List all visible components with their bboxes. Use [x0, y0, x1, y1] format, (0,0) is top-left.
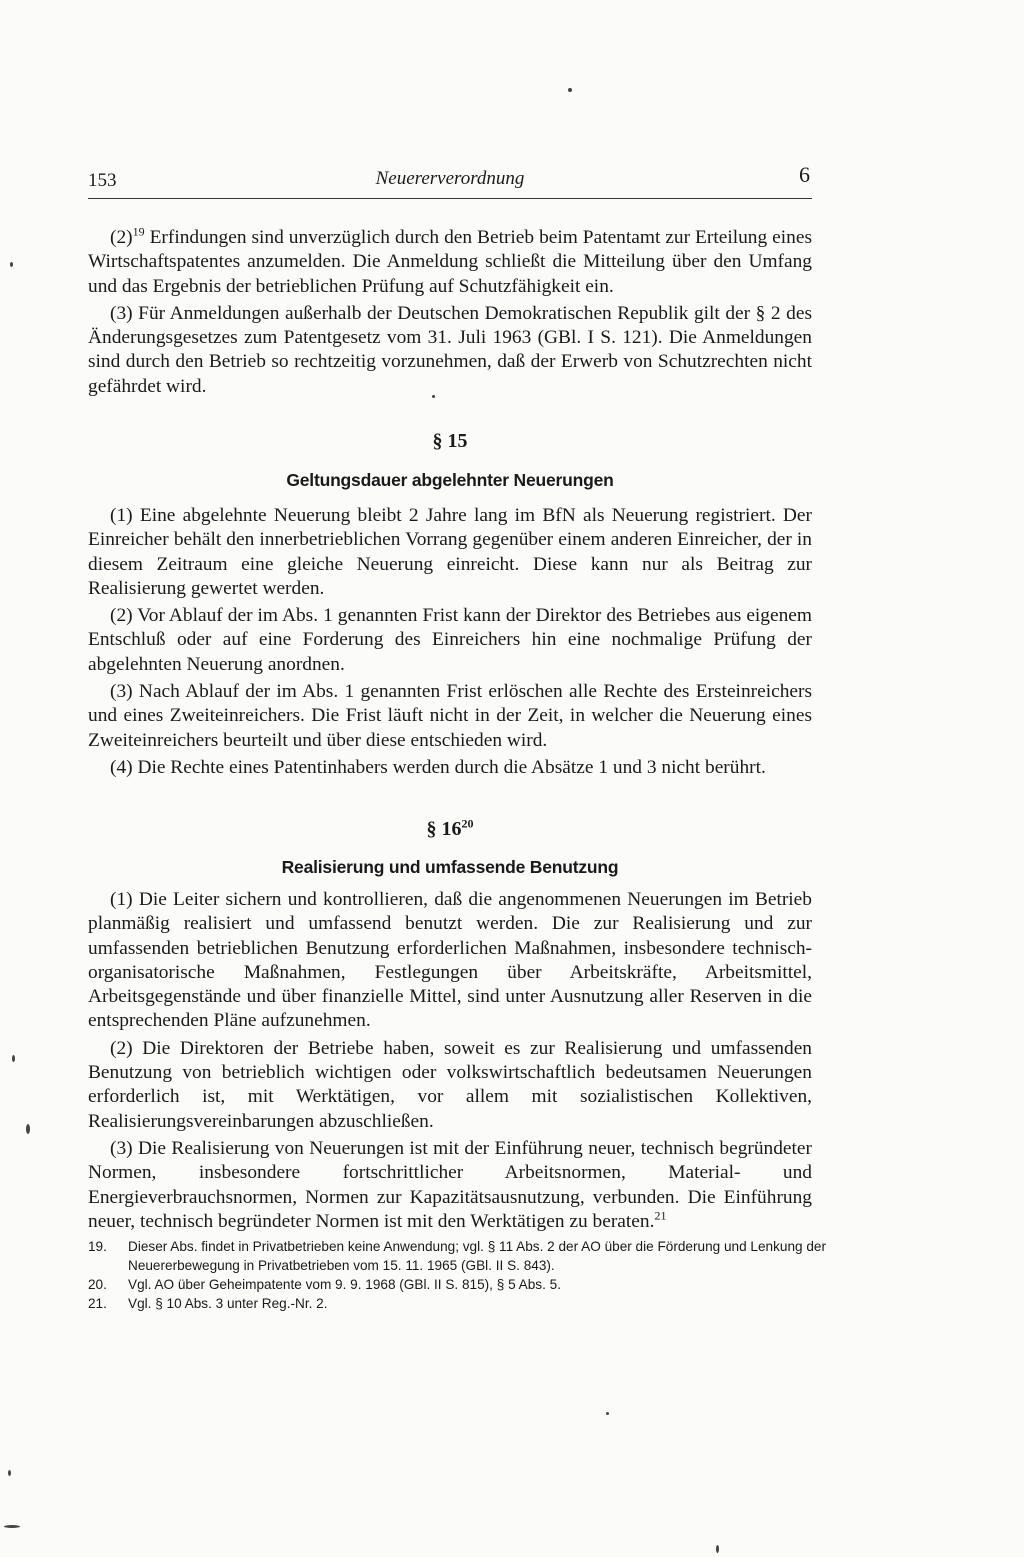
- footnote-ref-20[interactable]: 20: [461, 816, 474, 831]
- page-number: 153: [88, 170, 117, 191]
- footnote-number: 19.: [88, 1239, 107, 1254]
- paragraph-marker: (2): [110, 227, 133, 248]
- footnote-19: [88, 1237, 828, 1275]
- paragraph-16-1: (1) Die Leiter sichern und kontrollieren, daß die angenommenen Neuerungen im Betrieb planmäßig realisiert und umfassend benutzt werden. Die zur Realisierung und zur umfassenden betrieblichen Benutzung erforderlichen Maßnahmen, insbesondere technisch-organisatorische Maßnahmen, Festlegungen über Arbeitskräfte, Arbeitsmittel, Arbeitsgegenstände und über finanzielle Mittel, sind unter Ausnutzung aller Reserven in die entsprechenden Pläne aufzunehmen.: [88, 889, 812, 1032]
- paragraph-16-2: (2) Die Direktoren der Betriebe haben, soweit es zur Realisierung und umfassenden Benutzung von betrieblich wichtigen oder volkswirtschaftlich bedeutsamen Neuerungen erforderlich ist, mit Werktätigen, vor allem mit sozialistischen Kollektiven, Realisierungsvereinbarungen abzuschließen.: [88, 1037, 812, 1132]
- paragraph-16-3: [88, 1137, 812, 1234]
- footnote-text: Vgl. AO über Geheimpatente vom 9. 9. 1968 (GBl. II S. 815), § 5 Abs. 5.: [128, 1277, 561, 1292]
- footnote-ref-21[interactable]: 21: [654, 1208, 667, 1223]
- section-16-mark: [88, 818, 812, 841]
- scan-speck: [606, 1412, 609, 1415]
- footnote-text: Dieser Abs. findet in Privatbetrieben keine Anwendung; vgl. § 11 Abs. 2 der AO über die Förderung und Lenkung der Neuererbewegung in Privatbetrieben vom 15. 11. 1965 (GBl. II S. 843).: [128, 1239, 827, 1273]
- section-14-continuation: [88, 226, 812, 399]
- paragraph-15-4: (4) Die Rechte eines Patentinhabers werden durch die Absätze 1 und 3 nicht berührt.: [110, 756, 766, 778]
- footnote-number: 20.: [88, 1277, 107, 1292]
- section-16-label: § 16: [426, 818, 462, 840]
- footnotes: [88, 1237, 828, 1313]
- paragraph-15-1: (1) Eine abgelehnte Neuerung bleibt 2 Jahre lang im BfN als Neuerung registriert. Der Einreicher behält den innerbetrieblichen Vorrang gegenüber einem anderen Einreicher, der in diesem Zeitraum eine gleiche Neuerung einreicht. Diese kann nur als Beitrag zur Realisierung gewertet werden.: [88, 505, 812, 599]
- paragraph-text: Erfindungen sind unverzüglich durch den Betrieb beim Patentamt zur Erteilung eines Wirtschaftspatentes anzumelden. Die Anmeldung schließt die Mitteilung über den Umfang und das Ergebnis der betrieblichen Prüfung auf Schutzfähigkeit ein.: [88, 227, 812, 297]
- footnote-21: [88, 1294, 828, 1313]
- footnote-text: Vgl. § 10 Abs. 3 unter Reg.-Nr. 2.: [128, 1296, 328, 1311]
- running-title: Neuererverordnung: [375, 168, 525, 189]
- footnote-number: 21.: [88, 1296, 107, 1311]
- section-15-heading: Geltungsdauer abgelehnter Neuerungen: [286, 470, 614, 490]
- paragraph-text: (3) Die Realisierung von Neuerungen ist mit der Einführung neuer, technisch begründeter Normen, insbesondere fortschrittlicher Arbeitsnormen, Material- und Energieverbrauchsnormen, Normen zur Kapazitätsausnutzung, verbunden. Die Einführung neuer, technisch begründeter Normen ist mit den Werktätigen zu beraten.: [88, 1137, 812, 1232]
- paragraph-15-3: (3) Nach Ablauf der im Abs. 1 genannten Frist erlöschen alle Rechte des Ersteinreichers und eines Zweiteinreichers. Die Frist läuft nicht in der Zeit, in welcher die Neuerung eines Zweiteinreichers beurteilt und über diese entschieden wird.: [88, 681, 812, 751]
- scan-speck: [4, 1525, 20, 1528]
- section-15-body: [88, 504, 812, 780]
- scan-speck: [26, 1124, 30, 1134]
- register-number: 6: [799, 162, 810, 187]
- scan-speck: [12, 1055, 15, 1062]
- section-16-heading: Realisierung und umfassende Benutzung: [281, 857, 619, 877]
- scan-speck: [432, 395, 435, 398]
- footnote-ref-19[interactable]: 19: [132, 224, 145, 239]
- paragraph-15-2: (2) Vor Ablauf der im Abs. 1 genannten Frist kann der Direktor des Betriebes aus eigenem Entschluß oder auf eine Forderung des Einreichers hin eine nochmalige Prüfung der abgelehnten Neuerung anordnen.: [88, 605, 812, 675]
- section-16-body: [88, 888, 812, 1234]
- scan-speck: [568, 88, 572, 92]
- page-header: [88, 162, 812, 199]
- paragraph-14-3: (3) Für Anmeldungen außerhalb der Deutschen Demokratischen Republik gilt der § 2 des Änderungsgesetzes zum Patentgesetz vom 31. Juli 1963 (GBl. I S. 121). Die Anmeldungen sind durch den Betrieb so rechtzeitig vorzunehmen, daß der Erwerb von Schutzrechten nicht gefährdet wird.: [88, 302, 812, 397]
- section-15-mark: § 15: [432, 430, 468, 452]
- scan-speck: [8, 1470, 11, 1476]
- scan-speck: [716, 1545, 719, 1553]
- paragraph-14-2: [88, 226, 812, 299]
- scan-speck: [10, 262, 13, 267]
- footnote-20: [88, 1275, 828, 1294]
